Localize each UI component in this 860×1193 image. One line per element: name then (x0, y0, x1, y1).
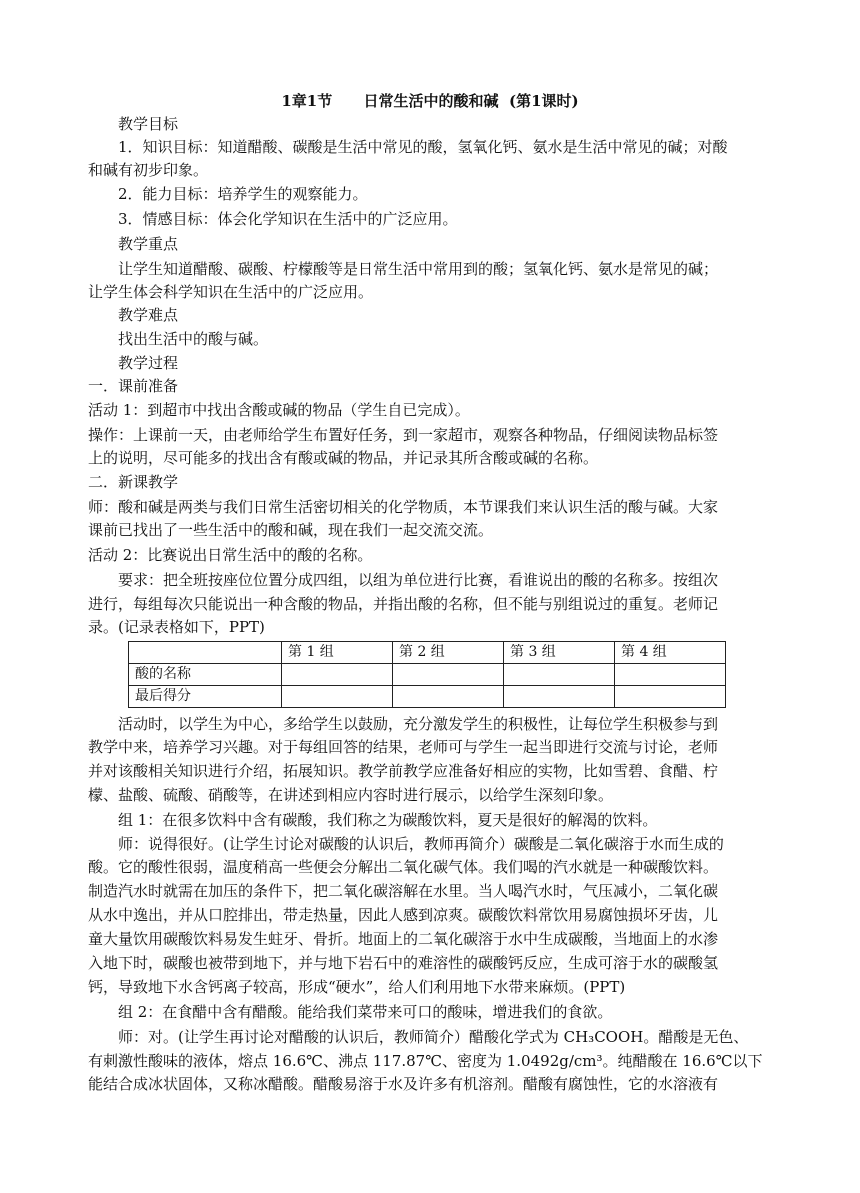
paragraph-line: 师：说得很好。(让学生讨论对碳酸的认识后，教师再简介）碳酸是二氧化碳溶于水而生成的 (118, 835, 724, 853)
table-row (129, 686, 726, 708)
paragraph-line: 钙，导致地下水含钙离子较高，形成“硬水”，给人们利用地下水带来麻烦。(PPT) (88, 978, 626, 996)
record-table (128, 641, 726, 708)
paragraph-line: 童大量饮用碳酸饮料易发生蛀牙、骨折。地面上的二氧化碳溶于水中生成碳酸，当地面上的水渗 (88, 930, 719, 948)
paragraph-line: 进行，每组每次只能说出一种含酸的物品，并指出酸的名称，但不能与别组说过的重复。老师记 (88, 595, 719, 613)
paragraph-line: 教学中来，培养学习兴趣。对于每组回答的结果，老师可与学生一起当即进行交流与讨论，老师 (88, 738, 719, 756)
paragraph-line: 入地下时，碳酸也被带到地下，并与地下岩石中的难溶性的碳酸钙反应，生成可溶于水的碳酸氢 (88, 954, 719, 972)
table-cell (393, 686, 504, 708)
table-cell (504, 686, 615, 708)
paragraph-line: 有刺激性酸味的液体，熔点 16.6℃、沸点 117.87℃、密度为 1.0492g/cm³。纯醋酸在 16.6℃以下 (88, 1052, 763, 1070)
paragraph-line: 要求：把全班按座位位置分成四组，以组为单位进行比赛，看谁说出的酸的名称多。按组次 (118, 571, 719, 589)
paragraph-line: 1．知识目标：知道醋酸、碳酸是生活中常见的酸，氢氧化钙、氨水是生活中常见的碱；对酸 (118, 138, 728, 156)
heading-key-points: 教学重点 (118, 235, 179, 253)
paragraph-line: 檬、盐酸、硫酸、硝酸等，在讲述到相应内容时进行展示，以给学生深刻印象。 (88, 786, 614, 804)
table-cell (282, 686, 393, 708)
table-row (129, 664, 726, 686)
heading-process: 教学过程 (118, 354, 179, 372)
paragraph-line: 录。(记录表格如下，PPT) (88, 618, 265, 636)
paragraph-line: 上的说明，尽可能多的找出含有酸或碱的物品，并记录其所含酸或碱的名称。 (88, 449, 599, 467)
table-cell (504, 664, 615, 686)
table-cell (615, 686, 726, 708)
table-cell: 酸的名称 (129, 664, 282, 686)
paragraph-line: 2．能力目标：培养学生的观察能力。 (118, 185, 368, 203)
table-cell (129, 642, 282, 664)
paragraph-line: 从水中逸出，并从口腔排出，带走热量，因此人感到凉爽。碳酸饮料常饮用易腐蚀损坏牙齿，儿 (88, 906, 719, 924)
table-cell (615, 664, 726, 686)
paragraph-line: 组 1：在很多饮料中含有碳酸，我们称之为碳酸饮料，夏天是很好的解渴的饮料。 (118, 811, 658, 829)
table-cell (282, 664, 393, 686)
page-title: 1章1节 日常生活中的酸和碱 (第1课时) (281, 92, 579, 110)
table-header-row (129, 642, 726, 664)
section-heading: 一．课前准备 (88, 377, 179, 395)
paragraph-line: 并对该酸相关知识进行介绍，拓展知识。教学前教学应准备好相应的实物，比如雪碧、食醋、柠 (88, 762, 719, 780)
table-cell: 最后得分 (129, 686, 282, 708)
paragraph-line: 活动 1：到超市中找出含酸或碱的物品（学生自已完成）。 (88, 401, 470, 419)
paragraph-line: 师：酸和碱是两类与我们日常生活密切相关的化学物质，本节课我们来认识生活的酸与碱。大家 (88, 498, 719, 516)
section-heading: 二．新课教学 (88, 473, 179, 491)
paragraph-line: 组 2：在食醋中含有醋酸。能给我们菜带来可口的酸味，增进我们的食欲。 (118, 1003, 613, 1021)
heading-objectives: 教学目标 (118, 115, 179, 133)
paragraph-line: 能结合成冰状固体，又称冰醋酸。醋酸易溶于水及许多有机溶剂。醋酸有腐蚀性，它的水溶液有 (88, 1075, 719, 1093)
table-header-cell: 第 1 组 (282, 642, 393, 664)
paragraph-line: 课前已找出了一些生活中的酸和碱，现在我们一起交流交流。 (88, 521, 494, 539)
paragraph-line: 制造汽水时就需在加压的条件下，把二氧化碳溶解在水里。当人喝汽水时，气压减小，二氧化碳 (88, 882, 719, 900)
paragraph-line: 操作：上课前一天，由老师给学生布置好任务，到一家超市，观察各种物品，仔细阅读物品标签 (88, 426, 719, 444)
paragraph-line: 师：对。(让学生再讨论对醋酸的认识后，教师简介）醋酸化学式为 CH₃COOH。醋酸是无色、 (118, 1028, 749, 1046)
table-cell (393, 664, 504, 686)
paragraph-line: 活动时，以学生为中心，多给学生以鼓励，充分激发学生的积极性，让每位学生积极参与到 (118, 715, 719, 733)
table-header-cell: 第 3 组 (504, 642, 615, 664)
paragraph-line: 3．情感目标：体会化学知识在生活中的广泛应用。 (118, 210, 458, 228)
paragraph-line: 和碱有初步印象。 (88, 161, 209, 179)
paragraph-line: 活动 2：比赛说出日常生活中的酸的名称。 (88, 546, 373, 564)
table-header-cell: 第 2 组 (393, 642, 504, 664)
paragraph-line: 让学生知道醋酸、碳酸、柠檬酸等是日常生活中常用到的酸；氢氧化钙、氨水是常见的碱； (118, 260, 719, 278)
paragraph-line: 找出生活中的酸与碱。 (118, 330, 269, 348)
paragraph-line: 让学生体会科学知识在生活中的广泛应用。 (88, 283, 374, 301)
heading-difficulties: 教学难点 (118, 306, 179, 324)
table-header-cell: 第 4 组 (615, 642, 726, 664)
paragraph-line: 酸。它的酸性很弱，温度稍高一些便会分解出二氧化碳气体。我们喝的汽水就是一种碳酸饮料。 (88, 858, 719, 876)
